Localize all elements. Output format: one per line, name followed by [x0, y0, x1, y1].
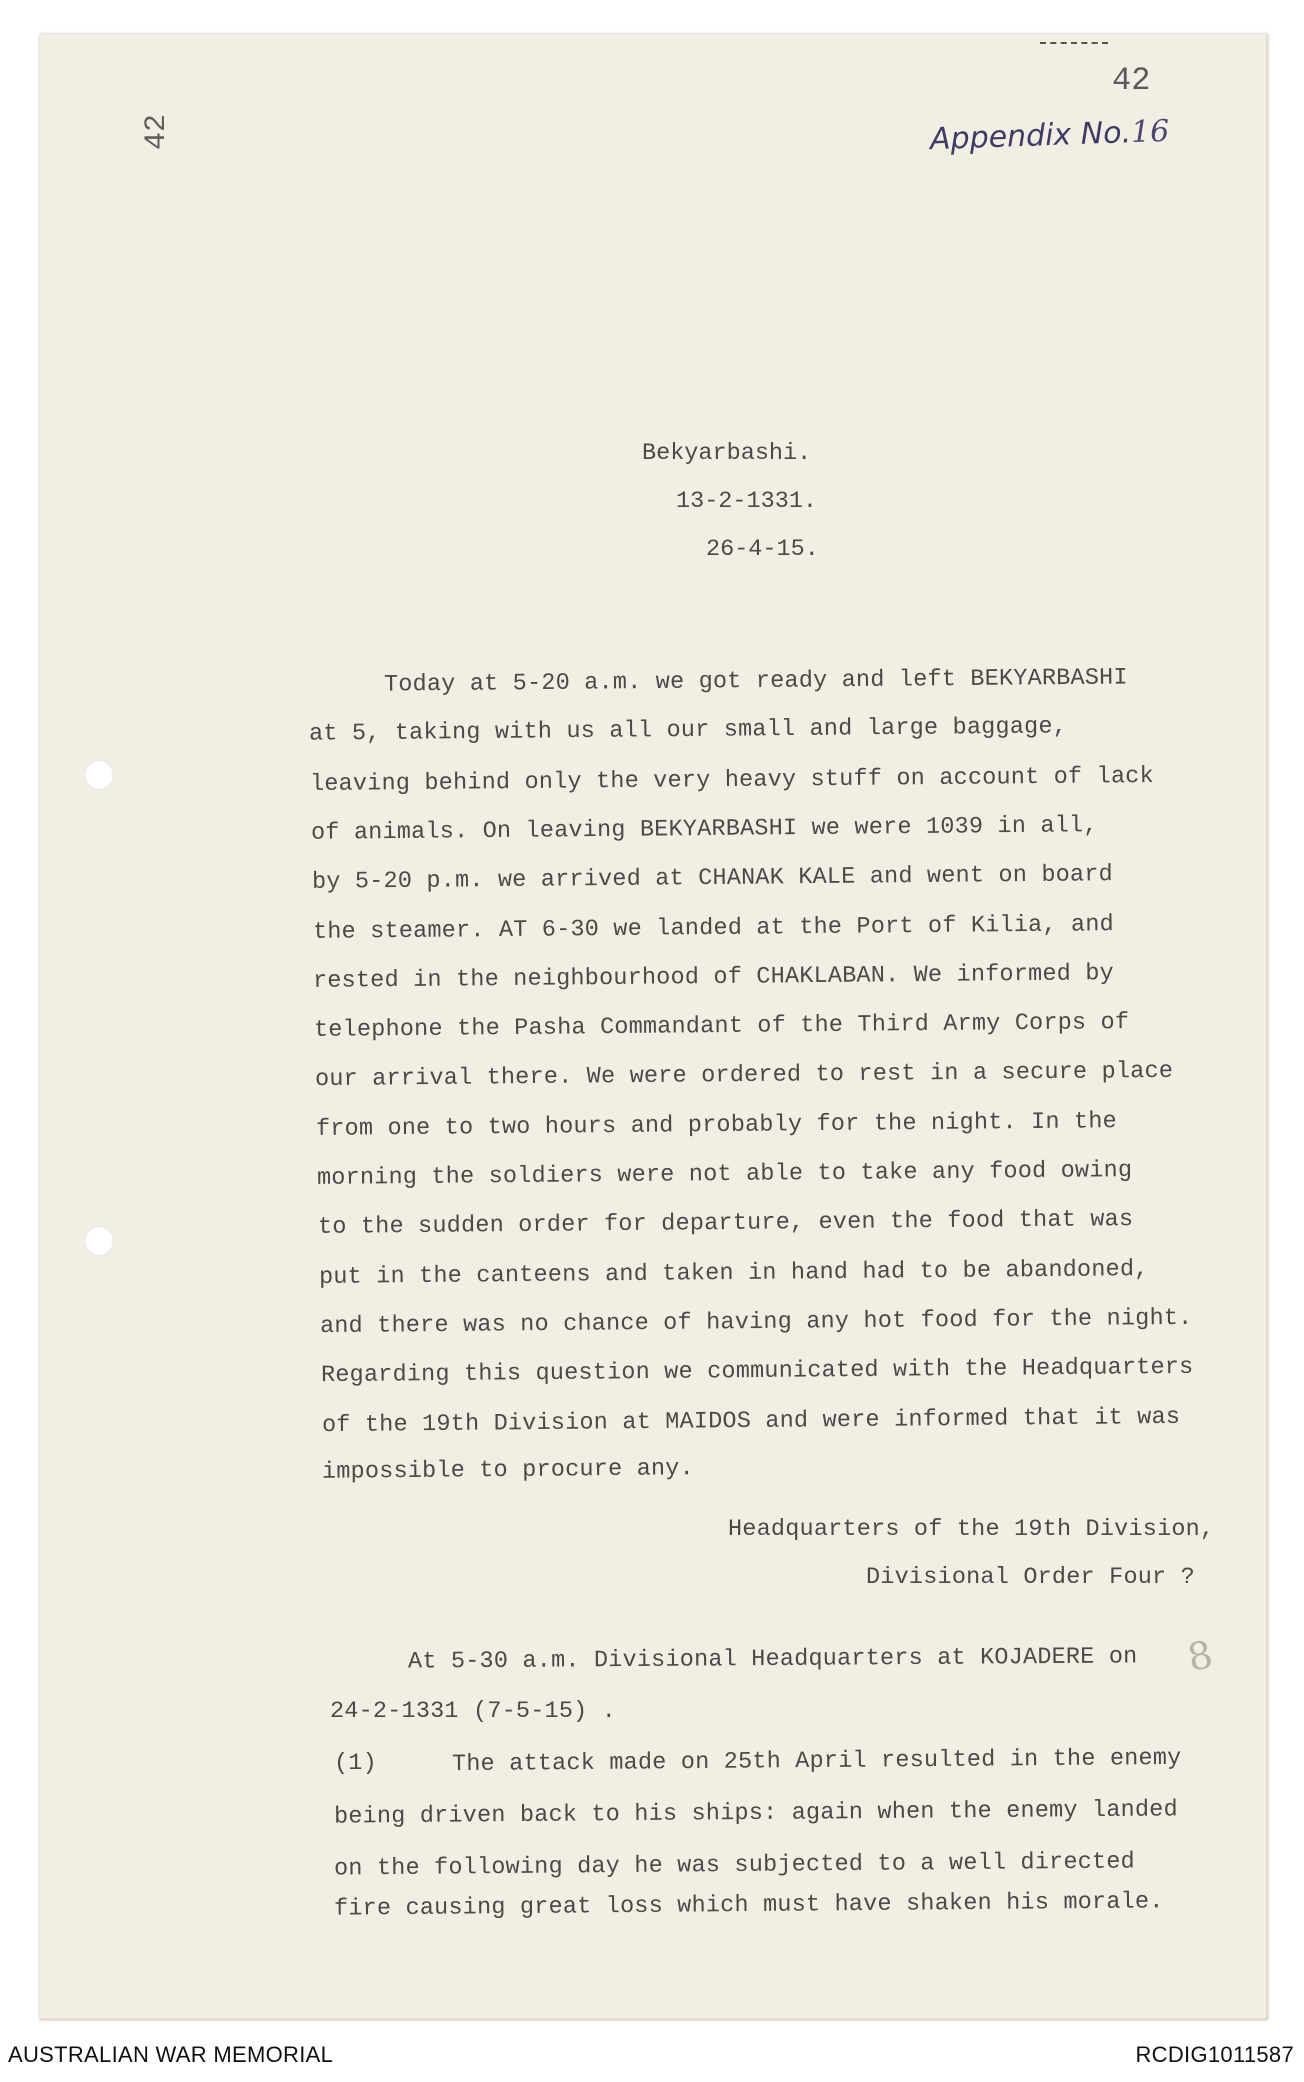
paragraph-line: of the 19th Division at MAIDOS and were informed that it was [321, 1403, 1181, 1440]
punch-hole-bottom [84, 1226, 114, 1256]
punch-hole-top [84, 760, 114, 790]
paragraph-line: and there was no chance of having any hot food for the night. [319, 1304, 1193, 1341]
order-item-number: (1) [334, 1750, 377, 1777]
dash-mark [1040, 42, 1108, 46]
order-intro-line-1: At 5-30 a.m. Divisional Headquarters at KOJADERE on [407, 1643, 1138, 1676]
order-item-line-2: being driven back to his ships: again when the enemy landed [333, 1796, 1178, 1831]
side-folio-number: 42 [140, 113, 174, 150]
pencil-mark: 8 [1183, 1631, 1217, 1681]
order-intro-line-2: 24-2-1331 (7-5-15) . [330, 1698, 617, 1725]
paragraph-line: the steamer. AT 6-30 we landed at the Port of Kilia, and [312, 911, 1115, 946]
paragraph-line: telephone the Pasha Commandant of the Third Army Corps of [313, 1009, 1130, 1044]
order-item-line-3: on the following day he was subjected to a well directed [333, 1848, 1136, 1883]
heading-date-gregorian: 26-4-15. [706, 536, 819, 563]
order-item-line-1: The attack made on 25th April resulted in the enemy [451, 1744, 1182, 1779]
order-item-line-4: fire causing great loss which must have shaken his morale. [333, 1888, 1164, 1923]
paragraph-line: impossible to procure any. [321, 1455, 694, 1486]
signoff-line-1: Headquarters of the 19th Division, [728, 1516, 1215, 1543]
paragraph-line: morning the soldiers were not able to take any food owing [316, 1157, 1133, 1192]
paragraph-line: Today at 5-20 a.m. we got ready and left BEKYARBASHI [383, 664, 1128, 699]
paragraph-line: our arrival there. We were ordered to rest in a secure place [314, 1057, 1174, 1094]
paragraph-line: put in the canteens and taken in hand had to be abandoned, [318, 1256, 1149, 1291]
paragraph-line: rested in the neighbourhood of CHAKLABAN. We informed by [312, 960, 1115, 995]
signoff-line-2: Divisional Order Four ? [866, 1564, 1195, 1591]
paragraph-line: at 5, taking with us all our small and large baggage, [308, 713, 1068, 748]
heading-place: Bekyarbashi. [642, 440, 812, 467]
paragraph-line: of animals. On leaving BEKYARBASHI we were 1039 in all, [310, 812, 1098, 847]
footer-institution: AUSTRALIAN WAR MEMORIAL [8, 2042, 334, 2067]
appendix-label: Appendix No. [929, 115, 1132, 158]
paragraph-line: Regarding this question we communicated with the Headquarters [320, 1353, 1194, 1390]
paragraph-line: to the sudden order for departure, even the food that was [317, 1206, 1134, 1241]
paragraph-line: leaving behind only the very heavy stuff on account of lack [309, 762, 1154, 799]
paragraph-line: by 5-20 p.m. we arrived at CHANAK KALE and went on board [311, 861, 1114, 896]
paragraph-line: from one to two hours and probably for the night. In the [315, 1108, 1118, 1143]
appendix-number: 16 [1130, 113, 1170, 151]
heading-date-ottoman: 13-2-1331. [676, 488, 818, 515]
footer-record-id: RCDIG1011587 [1135, 2042, 1294, 2067]
page-number: 42 [1112, 62, 1151, 99]
